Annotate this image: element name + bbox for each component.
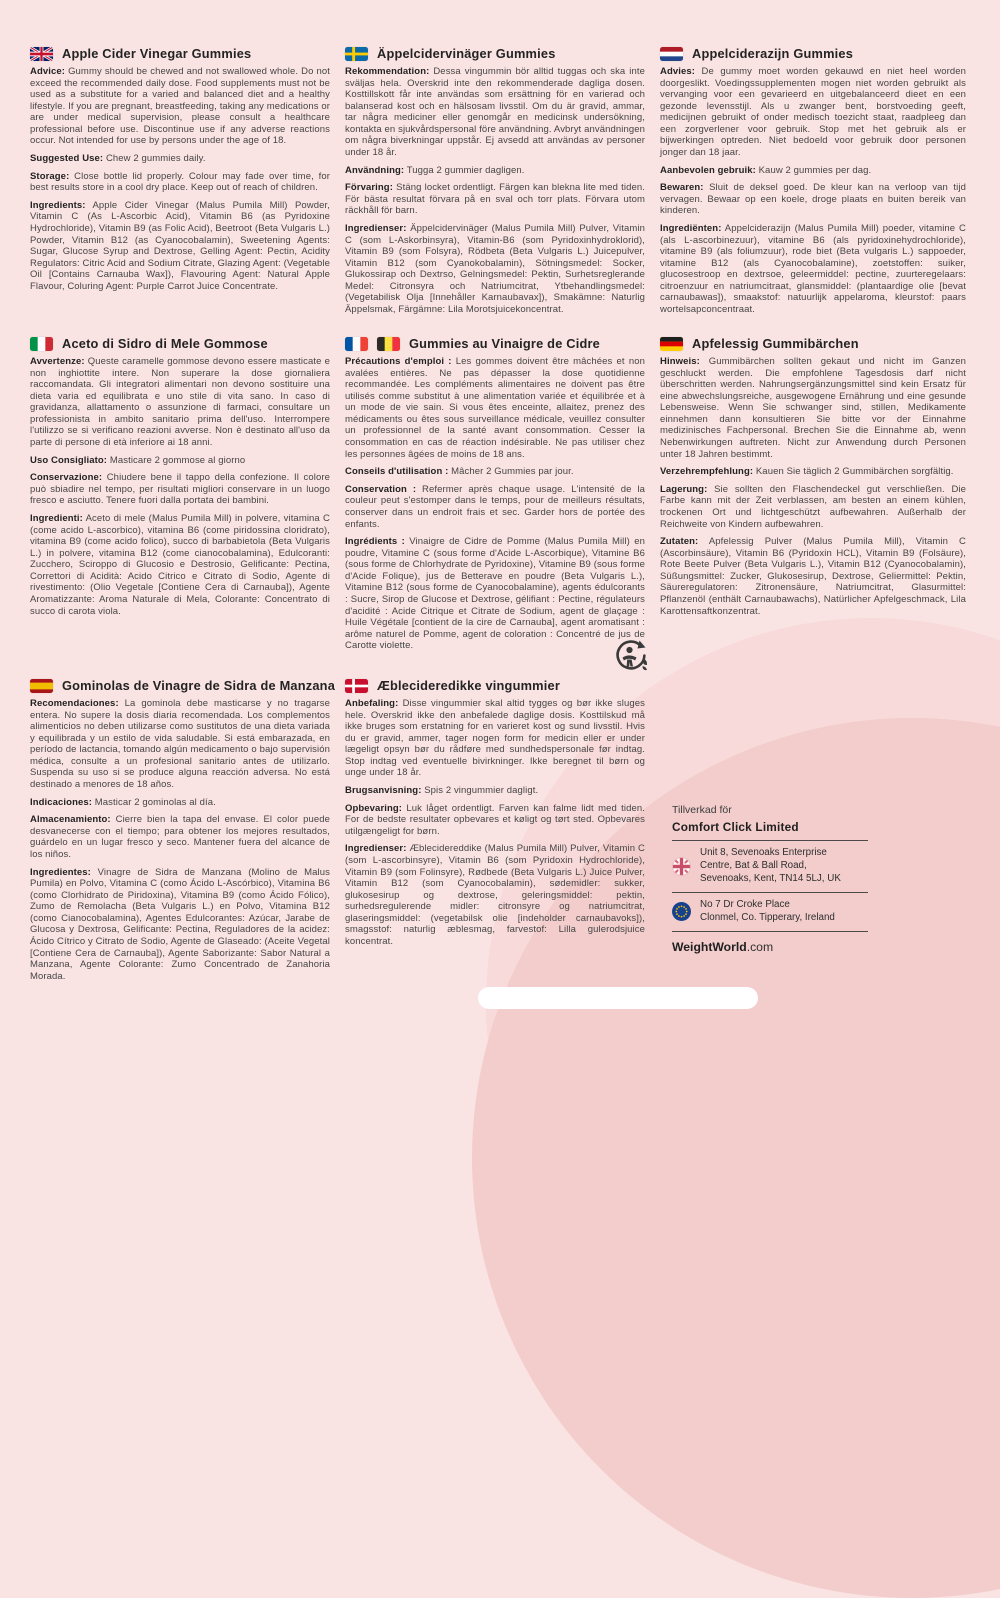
- ingredients-paragraph: [30, 867, 330, 983]
- storage-paragraph: [660, 182, 966, 217]
- storage-paragraph: [345, 484, 645, 530]
- ingredients-paragraph: [30, 200, 330, 293]
- website-tld: .com: [746, 939, 774, 954]
- section-french-header: [345, 336, 645, 351]
- storage-paragraph: [345, 803, 645, 838]
- paragraph-text: Apfelessig Pulver (Malus Pumila Mill), Vitamin C (Ascorbinsäure), Vitamin B6 (Pyridoxin HCL), Vitamin B9 (Folsäure), Rote Beete Pulver (Beta Vulgaris L.), Vitamin B12 (Cyanocobalamin), Süßungsmittel: Zucker, Glukosesirup, Dextrose, Geliermittel: Pektin, Säureregulatoren: Zitronensäure, Natriumcitrat, Glasurmittel: Pflanzenöl (enthält Carnaubawachs), Natürlicher Apfelgeschmack, Lila Karottensaftkonzentrat.: [660, 536, 966, 617]
- advice-paragraph: [30, 698, 330, 791]
- ingredients-paragraph: [345, 843, 645, 947]
- denmark-flag-icon: [345, 679, 368, 693]
- section-title: Appelciderazijn Gummies: [692, 46, 854, 61]
- paragraph-label: Indicaciones:: [30, 796, 93, 808]
- paragraph-label: Conseils d'utilisation :: [345, 466, 449, 478]
- paragraph-label: Storage:: [30, 170, 70, 182]
- section-swedish: [345, 46, 645, 322]
- paragraph-text: Dessa vingummin bör alltid tuggas och ska inte sväljas hela. Overskrid inte den rekommenderade dagliga dosen. Kosttillskott får inte användas som ersättning för en varierad och balanserad kost och en hälsosam livsstil. Om du är gravid, ammar, tar några mediciner eller genomgår en medicinsk undersökning, kontakta en sjukvårdspersonal före användning. Avbryt användningen om några biverkningar uppstår. Ej avsedd att användas av personer under 18 år.: [345, 66, 645, 159]
- section-title: Äppelcidervinäger Gummies: [377, 46, 556, 61]
- advice-paragraph: [345, 698, 645, 779]
- storage-paragraph: [30, 171, 330, 194]
- usage-paragraph: [30, 455, 330, 467]
- paragraph-text: Disse vingummier skal altid tygges og bør ikke sluges hele. Overskrid ikke den anbefalede daglige dosis. Kosttilskud må ikke bruges som erstatning for en varieret kost og sund livsstil. Hvis du er gravid, ammer, tager nogen form for medicin eller er under lægeligt opsyn bør du rådføre med sundhedspersonale før indtag. Stop indtag ved eventuelle bivirkninger. Ikke beregnet til børn og unge under 18 år.: [345, 698, 645, 779]
- paragraph-label: Opbevaring:: [345, 802, 403, 814]
- section-danish: [345, 678, 645, 954]
- netherlands-flag-icon: [660, 47, 683, 61]
- section-title: Apple Cider Vinegar Gummies: [62, 46, 252, 61]
- company-name: Comfort Click Limited: [672, 820, 799, 834]
- storage-paragraph: [345, 182, 645, 217]
- uk-flag-icon: [30, 47, 53, 61]
- paragraph-text: Gummy should be chewed and not swallowed whole. Do not exceed the recommended daily dose. Food supplements must not be used as a substitute for a varied and balanced diet and a healthy lifestyle. If you are pregnant, breastfeeding, taking any medications or are under medical supervision, please consult a healthcare professional before use. Discontinue use if any adverse reactions occur. Not intended for use by persons under the age of 18.: [30, 66, 330, 147]
- section-title: Æblecideredikke vingummier: [377, 678, 561, 693]
- paragraph-text: Appelciderazijn (Malus Pumila Mill) poeder, vitamine C (als L-ascorbinezuur), vitamine B6 (als pyridoxinehydrochloride), vitamine B9 (als foliumzuur), rode biet (Beta vulgaris L.) sappoeder, vitamine B12 (als Cyanocobalamine), zoetstoffen: suiker, glucosestroop en dextrsoe, geleermiddel: pectine, zuurteregelaars: citroenzuur en natriumcitraat, glansmiddel: (plantaardige olie [bevat carnaubawas]), smaakstof: natuurlijk appelaroma, kleurstof: paars wortelsapconcentraat.: [660, 222, 966, 315]
- paragraph-text: Masticar 2 gominolas al día.: [94, 796, 216, 808]
- paragraph-text: Queste caramelle gommose devono essere masticate e non inghiottite intere. Non superare la dose giornaliera raccomandata. Gli integratori alimentari non devono sostituire una dieta varia ed equilibrata e uno stile di vita sano. In caso di gravidanza, allattamento o assunzione di farmaci, consultare un professionista in ambito sanitario prima dell'uso. Interrompere l'utilizzo se si verificano reazioni avverse. Non è destinato all'uso da parte di persone di età inferiore ai 18 anni.: [30, 356, 330, 449]
- usage-paragraph: [660, 165, 966, 177]
- paragraph-text: Cierre bien la tapa del envase. El color puede desvanecerse con el tiempo; para obtener los mejores resultados, guárdelo en un lugar fresco y seco. Mantener fuera del alcance de los niños.: [30, 814, 330, 860]
- storage-paragraph: [30, 472, 330, 507]
- paragraph-text: Kauen Sie täglich 2 Gummibärchen sorgfältig.: [755, 466, 954, 478]
- triman-recycling-icon: [614, 639, 648, 673]
- paragraph-text: Les gommes doivent être mâchées et non avalées entières. Ne pas dépasser la dose quotidienne recommandée. Les compléments alimentaires ne doivent pas être utilisés comme substitut à une alimentation variée et équilibrée et à un mode de vie sain. Si vous êtes enceinte, allaitez, prenez des médicaments ou êtes sous surveillance médicale, veuillez consulter un professionnel de la santé avant consommation. Cesser la consommation en cas de réaction indésirable. Ne pas utiliser chez les personnes âgées de moins de 18 ans.: [345, 356, 645, 460]
- paragraph-text: Mâcher 2 Gummies par jour.: [451, 466, 574, 478]
- section-spanish: [30, 678, 336, 988]
- paragraph-label: Ingredients:: [30, 199, 86, 211]
- paragraph-label: Avvertenze:: [30, 356, 85, 367]
- usage-paragraph: [660, 466, 966, 478]
- paragraph-label: Conservazione:: [30, 472, 103, 484]
- paragraph-text: Chiudere bene il tappo della confezione. Il colore può sbiadire nel tempo, per risultati migliori conservare in un luogo fresco e asciutto. Tenere fuori dalla portata dei bambini.: [30, 472, 330, 507]
- paragraph-text: Vinagre de Sidra de Manzana (Molino de Malus Pumila) en Polvo, Vitamina C (como Ácido L-Ascórbico), Vitamina B6 (como Clorhidrato de Piridoxina), Vitamina B9 (como Ácido Fólico), Zumo de Remolacha (Beta Vulgaris L.) en Polvo, Vitamina B12 (como Cianocobalamina), Agentes Edulcorantes: Azúcar, Jarabe de Glucosa y Dextrosa, Gelificante: Pectina, Reguladores de la acidez: Ácido Cítrico y Citrato de Sodio, Agente de Glaseado: (Aceite Vegetal [Contiene Cera de Carnauba]), Agente Saborizante: Sabor Natural a Manzana, Agente Colorante: Zumo Concentrado de Zanahoria Morada.: [30, 866, 330, 982]
- website-text: [672, 932, 868, 954]
- paragraph-text: Spis 2 vingummier dagligt.: [424, 785, 539, 797]
- section-italian: [30, 336, 330, 623]
- section-title: Apfelessig Gummibärchen: [692, 336, 859, 351]
- made-for-label: Tillverkad för: [672, 804, 732, 816]
- paragraph-text: Gummibärchen sollten gekaut und nicht im Ganzen geschluckt werden. Die empfohlene Tagesdosis darf nicht überschritten werden. Nahrungsergänzungsmittel sind kein Ersatz für eine abwechslungsreiche, ausgewogene Ernährung und eine gesunde Lebensweise. Wenn Sie schwanger sind, stillen, Medikamente einnehmen dann konsultieren Sie bitte vor der Einnahme medizinisches Fachpersonal. Brechen Sie die Einnahme ab, wenn Nebenwirkungen auftreten. Nicht zur Anwendung durch Personen unter 18 Jahren bestimmt.: [660, 356, 966, 460]
- ireland-address-row: [672, 893, 868, 931]
- paragraph-label: Ingredienti:: [30, 512, 83, 524]
- germany-flag-icon: [660, 337, 683, 351]
- address-line: Centre, Bat & Ball Road,: [700, 859, 807, 871]
- italy-flag-icon: [30, 337, 53, 351]
- section-italian-header: [30, 336, 330, 351]
- usage-paragraph: [30, 797, 330, 809]
- belgium-flag-icon: [377, 337, 400, 351]
- address-line: Unit 8, Sevenoaks Enterprise: [700, 847, 827, 858]
- uk-roundel-flag-icon: [672, 857, 691, 876]
- paragraph-label: Verzehrempfehlung:: [660, 466, 754, 478]
- advice-paragraph: [660, 66, 966, 159]
- paragraph-label: Uso Consigliato:: [30, 454, 108, 466]
- paragraph-label: Lagerung:: [660, 483, 708, 495]
- address-line: No 7 Dr Croke Place: [700, 898, 790, 910]
- usage-paragraph: [345, 165, 645, 177]
- paragraph-text: Tugga 2 gummier dagligen.: [406, 164, 525, 176]
- paragraph-text: Aceto di mele (Malus Pumila Mill) in polvere, vitamina C (come acido L-ascorbico), vitamina B6 (come piridossina cloridrato), vitamina B9 (come acido folico), succo di barbabietola (Beta Vulgaris L.) in polvere, vitamina B12 (come cianocobalamina), Edulcoranti: Zucchero, Sciroppo di Glucosio e Destrosio, Gelificante: Pectina, Correttori di Acidità: Acido Citrico e Citrato di Sodio, Agente di rivestimento: (Olio Vegetale [Contiene Cera di Carnauba]), Agente Aromatizzante: Aroma Naturale di Mela, Colorante: Concentrato di succo di carota viola.: [30, 512, 330, 617]
- section-english: [30, 46, 330, 298]
- ingredients-paragraph: [660, 536, 966, 617]
- paragraph-text: Masticare 2 gommose al giorno: [109, 454, 246, 466]
- storage-paragraph: [660, 484, 966, 530]
- paragraph-text: Kauw 2 gummies per dag.: [758, 164, 872, 176]
- paragraph-label: Rekommendation:: [345, 66, 430, 77]
- address-line: Clonmel, Co. Tipperary, Ireland: [700, 911, 835, 923]
- paragraph-label: Ingrédients :: [345, 536, 405, 548]
- paragraph-text: Refermer après chaque usage. L'intensité de la couleur peut s'estomper dans le temps, pour de meilleurs résultats, conserver dans un endroit frais et sec. Garder hors de portée des enfants.: [345, 483, 645, 530]
- paragraph-label: Ingredienser:: [345, 843, 407, 855]
- section-german: [660, 336, 966, 623]
- paragraph-text: Sluit de deksel goed. De kleur kan na verloop van tijd vervagen. Bewaar op een koele, droge plaats en buiten bereik van kinderen.: [660, 182, 966, 217]
- section-title: Gummies au Vinaigre de Cidre: [409, 336, 600, 351]
- section-dutch-header: [660, 46, 966, 61]
- paragraph-label: Advies:: [660, 66, 696, 77]
- section-dutch: [660, 46, 966, 322]
- paragraph-label: Brugsanvisning:: [345, 785, 422, 797]
- paragraph-label: Aanbevolen gebruik:: [660, 164, 756, 176]
- paragraph-label: Ingredientes:: [30, 866, 91, 878]
- bottom-white-bar: [478, 987, 758, 1009]
- ireland-address: [700, 899, 835, 925]
- ingredients-paragraph: [30, 513, 330, 617]
- spain-flag-icon: [30, 679, 53, 693]
- paragraph-text: Close bottle lid properly. Colour may fade over time, for best results store in a cool dry place. Keep out of reach of children.: [30, 170, 330, 194]
- paragraph-label: Förvaring:: [345, 182, 393, 194]
- paragraph-text: Æblecidereddike (Malus Pumila Mill) Pulver, Vitamin C (som L-ascorbinsyre), Vitamin B6 (som Pyridoxin Hydrochloride), Vitamin B9 (som Folinsyre), Rødbede (Beta Vulgaris L.) Juice Pulver, Vitamin B12 (som Cyanocobalamin), sødemidler: sukker, glukosesirup og dextrose, geleringsmiddel: pektin, surhedsregulerende midler: citronsyre og natriumcitrat, glaseringsmiddel: (vegetabilsk olie [indeholder carnaubavoks]), smagsstof: naturlig æblesmag, farvestof: Lilla gulerodsjuice koncentrat.: [345, 843, 645, 947]
- section-swedish-header: [345, 46, 645, 61]
- paragraph-text: La gominola debe masticarse y no tragarse entera. No supere la dosis diaria recomendada. Los complementos alimenticios no deben utilizarse como sustitutos de una dieta variada y equilibrada y un estilo de vida saludable. Si está embarazada, en período de lactancia, tomando algún medicamento o bajo supervisión médica, consulte a un profesional sanitario antes de utilizarlo. Suspenda su uso si se produce alguna reacción adversa. No está destinado a menores de 18 años.: [30, 698, 330, 791]
- website-brand: WeightWorld: [672, 939, 747, 954]
- paragraph-label: Ingrediënten:: [660, 222, 722, 234]
- paragraph-label: Suggested Use:: [30, 153, 104, 165]
- ingredients-paragraph: [345, 223, 645, 316]
- paragraph-text: Chew 2 gummies daily.: [105, 153, 206, 165]
- advice-paragraph: [345, 66, 645, 159]
- advice-paragraph: [660, 356, 966, 460]
- eu-roundel-flag-icon: [672, 902, 691, 921]
- paragraph-text: Sie sollten den Flaschendeckel gut verschließen. Die Farbe kann mit der Zeit verblassen, am besten an einem kühlen, trockenen Ort und lichtgeschützt aufbewahren. Außerhalb der Reichweite von Kindern aufbewahren.: [660, 483, 966, 530]
- section-title: Gominolas de Vinagre de Sidra de Manzana: [62, 678, 336, 693]
- section-german-header: [660, 336, 966, 351]
- usage-paragraph: [345, 785, 645, 797]
- paragraph-text: Stäng locket ordentligt. Färgen kan blekna lite med tiden. För bästa resultat förvara på en sval och torr plats. Förvara utom räckhåll för barn.: [345, 182, 645, 217]
- paragraph-label: Användning:: [345, 164, 405, 176]
- usage-paragraph: [345, 466, 645, 478]
- storage-paragraph: [30, 814, 330, 860]
- section-english-header: [30, 46, 330, 61]
- section-spanish-header: [30, 678, 336, 693]
- france-flag-icon: [345, 337, 368, 351]
- paragraph-label: Précautions d'emploi :: [345, 356, 452, 367]
- section-french: [345, 336, 645, 658]
- paragraph-text: Luk låget ordentligt. Farven kan falme lidt med tiden. For de bedste resultater opbevares et køligt og tørt sted. Opbevares utilgængeligt for børn.: [345, 802, 645, 837]
- usage-paragraph: [30, 153, 330, 165]
- paragraph-text: De gummy moet worden gekauwd en niet heel worden doorgeslikt. Voedingssupplementen mogen niet worden gebruikt als vervanging voor een gevarieerd en uitgebalanceerd dieet en een gezonde levensstijl. Als u zwanger bent, borstvoeding geeft, medicijnen gebruikt of onder medisch toezicht staat, raadpleeg dan een zorgverlener voor gebruik. Stop met het gebruik als er bijwerkingen optreden. Niet bedoeld voor gebruik door personen jonger dan 18 jaar.: [660, 66, 966, 159]
- paragraph-label: Almacenamiento:: [30, 814, 111, 826]
- advice-paragraph: [345, 356, 645, 460]
- advice-paragraph: [30, 66, 330, 147]
- uk-address-row: [672, 841, 868, 892]
- paragraph-label: Bewaren:: [660, 182, 704, 194]
- distributor-block: [672, 804, 868, 954]
- address-line: Sevenoaks, Kent, TN14 5LJ, UK: [700, 872, 841, 884]
- section-title: Aceto di Sidro di Mele Gommose: [62, 336, 268, 351]
- paragraph-label: Ingredienser:: [345, 222, 407, 234]
- section-danish-header: [345, 678, 645, 693]
- paragraph-text: Apple Cider Vinegar (Malus Pumila Mill) Powder, Vitamin C (As L-Ascorbic Acid), Vitamin B6 (as Pyridoxine Hydrochloride), Vitamin B9 (as Folic Acid), Beetroot (Beta Vulgaris L.) Powder, Vitamin B12 (as Cyanocobalamin), Sweetening Agents: Sugar, Glucose Syrup and Dextrose, Gelling Agent: Pectin, Acidity Regulators: Citric Acid and Sodium Citrate, Glazing Agent: (Vegetable Oil [Contains Carnauba Wax]), Flavouring Agent: Natural Apple Flavour, Coluring Agent: Purple Carrot Juice Concentrate.: [30, 199, 330, 292]
- paragraph-label: Anbefaling:: [345, 698, 399, 709]
- sweden-flag-icon: [345, 47, 368, 61]
- paragraph-label: Advice:: [30, 66, 66, 77]
- paragraph-text: Äppelcidervinäger (Malus Pumila Mill) Pulver, Vitamin C (som L-Askorbinsyra), Vitamin-B6 (som Pyridoxinhydroklorid), Vitamin B9 (som Folsyra), Rödbeta (Beta Vulgaris L.) Juicepulver, Vitamin B12 (som Cyanokobalamin), Sötningsmedel: Socker, Glukossirap och Dextrso, Gelningsmedel: Pektin, Surhetsreglerande Medel: Citronsyra och Natriumcitrat, Ytbehandlingsmedel: (Vegetabilisk Olja [Innehåller Karnaubavax]), Smakämne: Naturlig Äppelsmak, Färgämne: Lila Morotsjuicekoncentrat.: [345, 222, 645, 315]
- ingredients-paragraph: [660, 223, 966, 316]
- uk-address: [700, 847, 841, 886]
- ingredients-paragraph: [345, 536, 645, 652]
- paragraph-label: Conservation :: [345, 483, 417, 495]
- paragraph-label: Hinweis:: [660, 356, 700, 367]
- advice-paragraph: [30, 356, 330, 449]
- paragraph-label: Zutaten:: [660, 536, 699, 548]
- paragraph-label: Recomendaciones:: [30, 698, 119, 709]
- paragraph-text: Vinaigre de Cidre de Pomme (Malus Pumila Mill) en poudre, Vitamine C (sous forme d'Acide L-Ascorbique), Vitamine B6 (sous forme de Chlorhydrate de Pyridoxine), Vitamine B9 (sous forme d'Acide Folique), jus de Betterave en poudre (Beta Vulgaris L.), Vitamine B12 (sous forme de Cyanocobalamine), agents édulcorants : Sucre, Sirop de Glucose et Dextrose, gélifiant : Pectine, régulateurs d'acidité : Acide Citrique et Citrate de Sodium, agent de glaçage : Huile Végétale [contient de la cire de Carnauba], agent aromatisant : arôme naturel de Pomme, agent de coloration : Concentré de jus de Carotte violette.: [345, 536, 645, 652]
